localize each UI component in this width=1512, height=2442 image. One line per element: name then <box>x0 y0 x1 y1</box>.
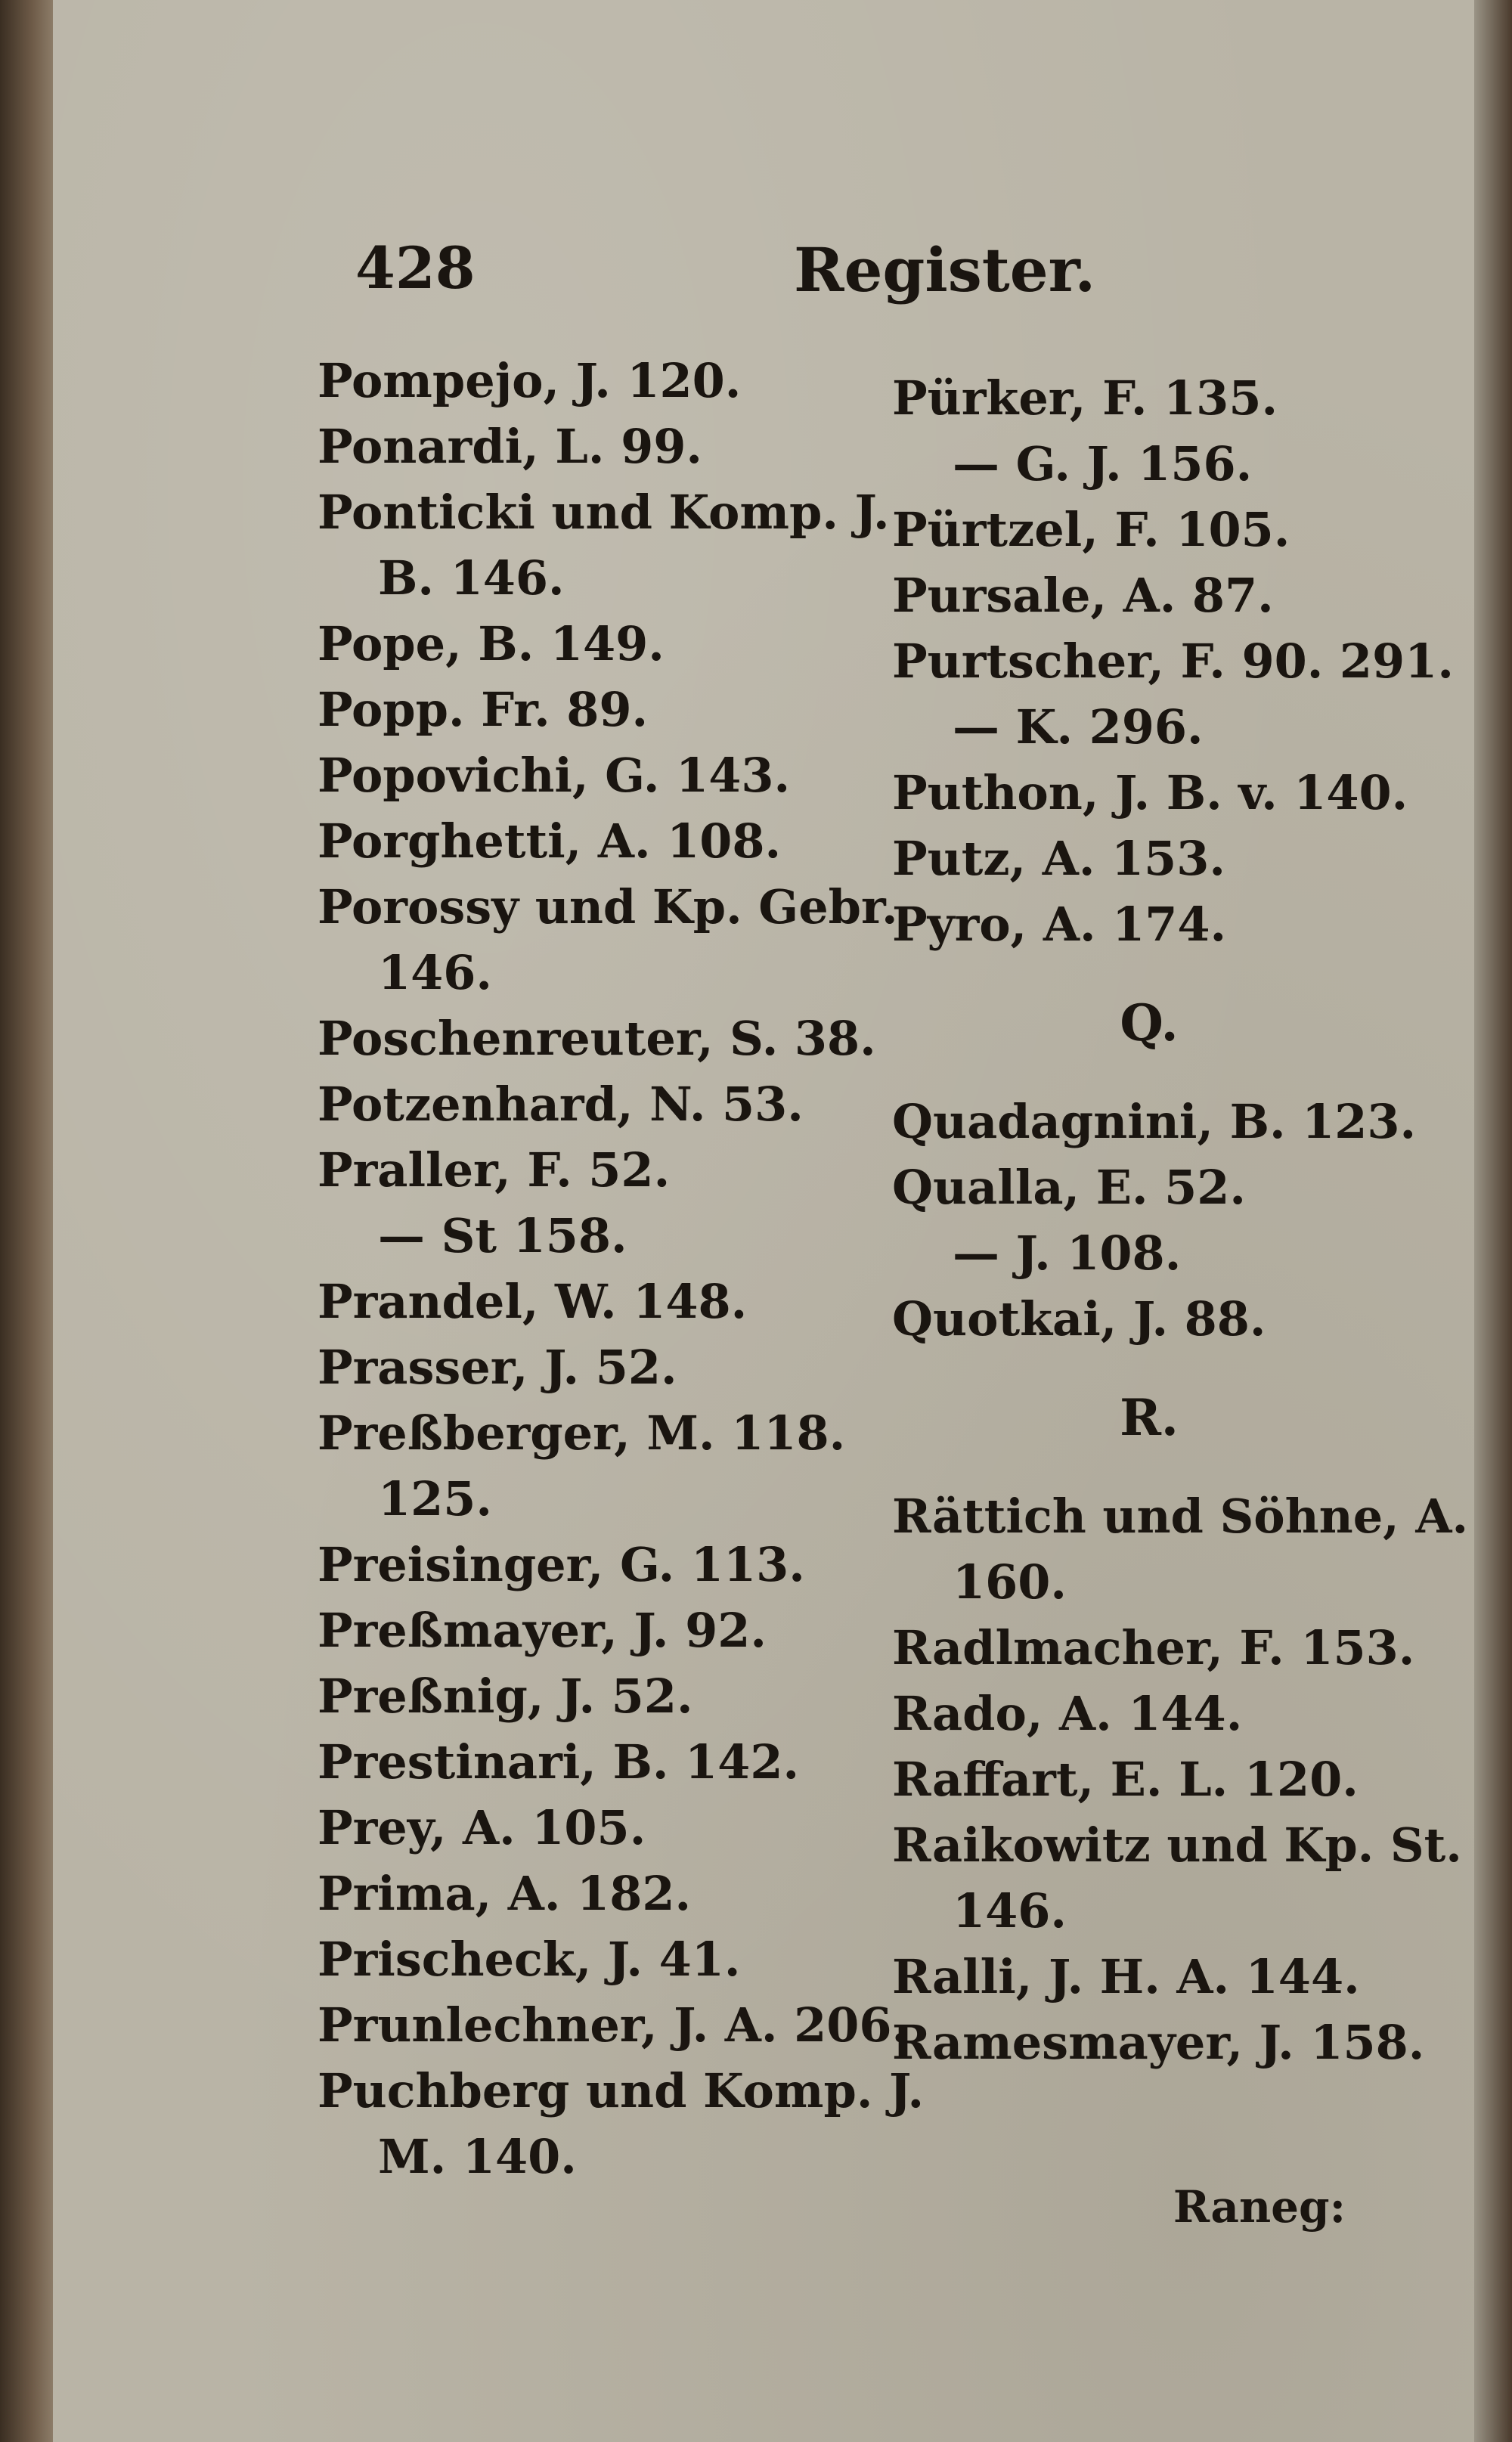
register-entry: Prandel, W. 148. <box>318 1274 748 1329</box>
register-entry: Porghetti, A. 108. <box>318 813 782 869</box>
right-column <box>892 365 1468 2075</box>
register-entry: Prunlechner, J. A. 206. <box>318 1997 909 2053</box>
register-entry: Puchberg und Komp. J. <box>318 2063 925 2118</box>
register-entry: Puthon, J. B. v. 140. <box>892 765 1408 820</box>
register-entry: Pompejo, J. 120. <box>318 353 742 408</box>
register-entry: 125. <box>378 1471 493 1526</box>
section-letter: R. <box>1120 1388 1179 1447</box>
register-entry: Prischeck, J. 41. <box>318 1932 741 1987</box>
register-entry: 146. <box>378 945 493 1000</box>
page-title: Register. <box>794 234 1096 305</box>
register-entry: 146. <box>953 1883 1067 1938</box>
register-entry: Ramesmayer, J. 158. <box>892 2015 1425 2070</box>
left-column <box>318 348 924 2189</box>
register-entry: Quadagnini, B. 123. <box>892 1094 1417 1149</box>
register-entry: Potzenhard, N. 53. <box>318 1077 804 1132</box>
register-entry: Pürker, F. 135. <box>892 370 1278 426</box>
register-entry: — K. 296. <box>953 699 1204 755</box>
register-entry: Pyro, A. 174. <box>892 897 1227 952</box>
register-entry: Pursale, A. 87. <box>892 568 1274 623</box>
register-entry: Pope, B. 149. <box>318 616 665 671</box>
register-entry: Preisinger, G. 113. <box>318 1537 805 1592</box>
register-entry: Prima, A. 182. <box>318 1866 692 1921</box>
book-binding-edge <box>0 0 53 2442</box>
register-entry: Porossy und Kp. Gebr. <box>318 879 898 934</box>
register-entry: M. 140. <box>378 2129 577 2184</box>
register-entry: Radlmacher, F. 153. <box>892 1620 1415 1675</box>
register-entry: — J. 108. <box>953 1226 1182 1281</box>
page-number: 428 <box>355 234 476 302</box>
register-entry: Praller, F. 52. <box>318 1142 671 1198</box>
register-entry: Popovichi, G. 143. <box>318 748 791 803</box>
register-entry: Poschenreuter, S. 38. <box>318 1011 876 1066</box>
register-entry: Rättich und Söhne, A. <box>892 1489 1469 1544</box>
register-entry: Preßberger, M. 118. <box>318 1405 846 1461</box>
page-header <box>355 234 1096 325</box>
register-entry: Ponticki und Komp. J. <box>318 485 890 540</box>
register-entry: Qualla, E. 52. <box>892 1160 1246 1215</box>
register-entry: Preßmayer, J. 92. <box>318 1603 767 1658</box>
register-entry: Putz, A. 153. <box>892 831 1225 886</box>
register-entry: Prestinari, B. 142. <box>318 1734 800 1790</box>
register-entry: Rado, A. 144. <box>892 1686 1243 1741</box>
register-entry: B. 146. <box>378 550 565 606</box>
section-letter: Q. <box>1120 993 1179 1052</box>
register-entry: Purtscher, F. 90. 291. <box>892 634 1454 689</box>
register-entry: Preßnig, J. 52. <box>318 1669 693 1724</box>
register-entry: Raikowitz und Kp. St. <box>892 1818 1462 1873</box>
catchword: Raneg: <box>1173 2181 1346 2233</box>
register-entry: Raffart, E. L. 120. <box>892 1752 1359 1807</box>
register-entry: Pürtzel, F. 105. <box>892 502 1290 557</box>
register-entry: Popp. Fr. 89. <box>318 682 649 737</box>
register-entry: Prasser, J. 52. <box>318 1340 677 1395</box>
register-entry: — St 158. <box>378 1208 627 1263</box>
page-right-edge <box>1474 0 1512 2442</box>
register-entry: Ralli, J. H. A. 144. <box>892 1949 1360 2004</box>
register-entry: Ponardi, L. 99. <box>318 419 702 474</box>
register-entry: — G. J. 156. <box>953 436 1253 491</box>
register-entry: 160. <box>953 1554 1067 1610</box>
register-entry: Quotkai, J. 88. <box>892 1291 1266 1347</box>
register-entry: Prey, A. 105. <box>318 1800 646 1855</box>
